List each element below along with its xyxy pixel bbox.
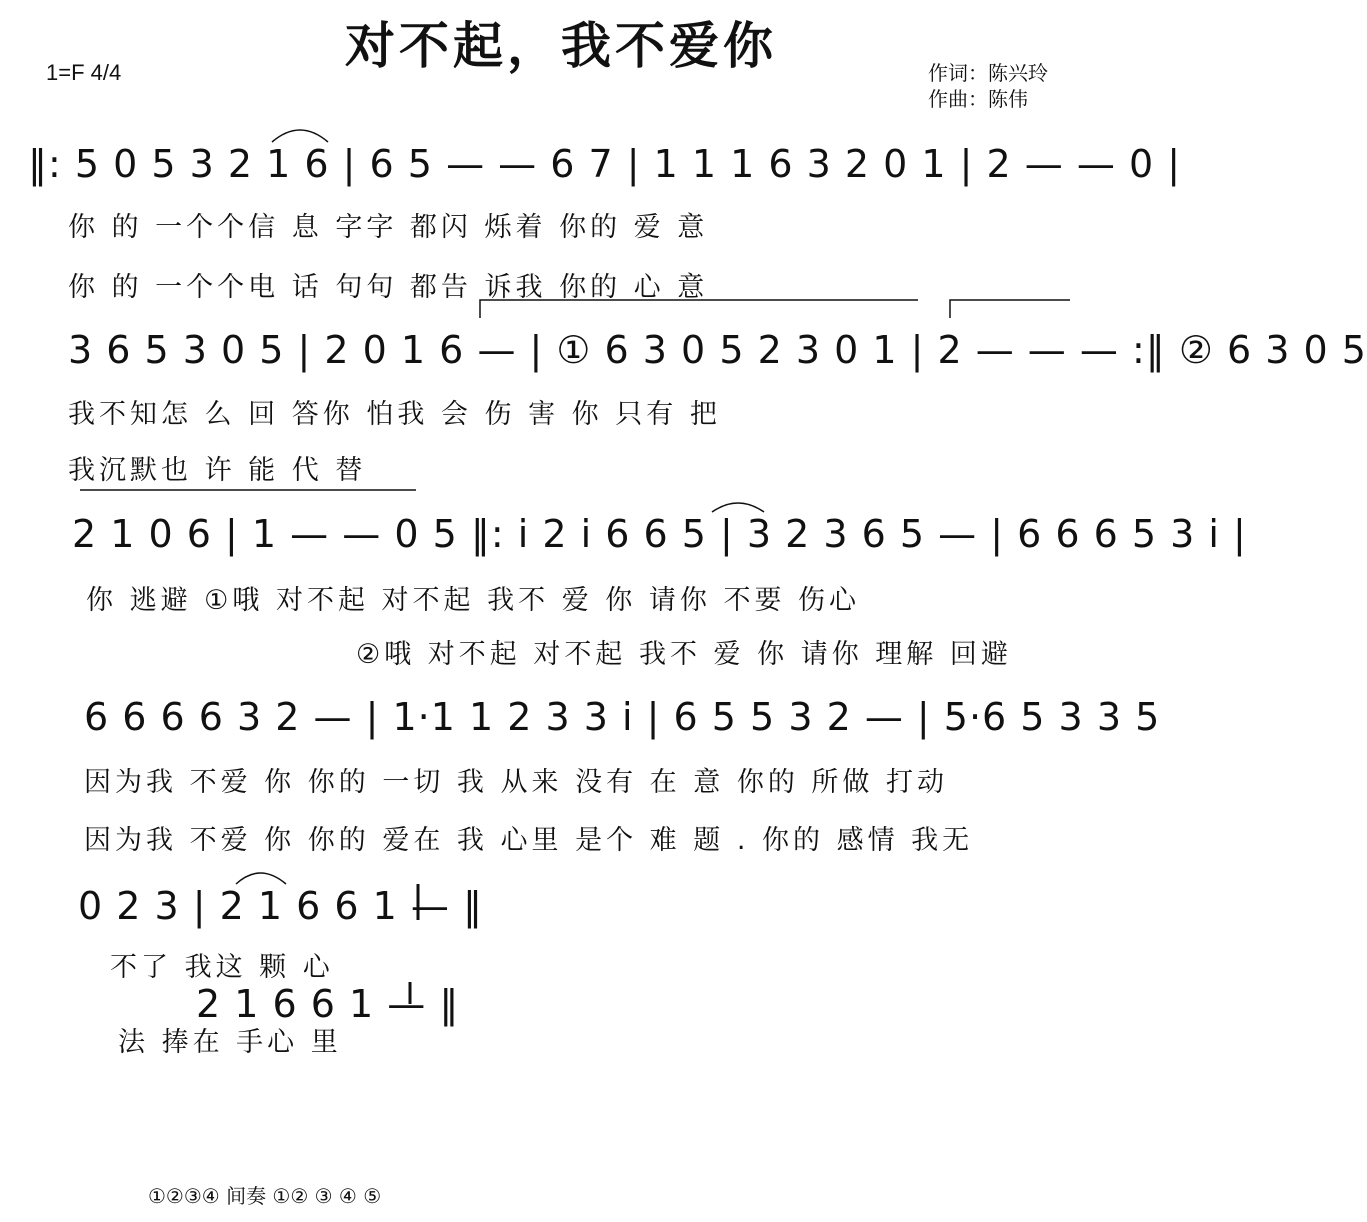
lyric-line-4b: 因为我 不爱 你 你的 爱在 我 心里 是个 难 题 . 你的 感情 我无 bbox=[84, 825, 974, 856]
credits bbox=[928, 60, 1048, 112]
lyric-line-1a: 你 的 一个个信 息 字字 都闪 烁着 你的 爱 意 bbox=[68, 212, 709, 243]
tie-mark-1 bbox=[272, 130, 328, 142]
performance-order-note: ①②③④ 间奏 ①② ③ ④ ⑤ bbox=[148, 1184, 382, 1208]
notation-line-2: 3 6 5 3 0 5 | 2 0 1 6 — | ① 6 3 0 5 2 3 0 1 | 2 — — — :‖ ② 6 3 0 5 bbox=[68, 328, 1367, 372]
lyric-line-1b: 你 的 一个个电 话 句句 都告 诉我 你的 心 意 bbox=[68, 272, 709, 303]
key-signature: 1=F 4/4 bbox=[46, 60, 122, 85]
tie-mark-2 bbox=[712, 503, 764, 512]
notation-line-1: ‖: 5 0 5 3 2 1 6 | 6 5 — — 6 7 | 1 1 1 6 3 2 0 1 | 2 — — 0 | bbox=[28, 142, 1182, 186]
notation-line-5: 0 2 3 | 2 1 6 6 1 — ‖ bbox=[78, 884, 484, 928]
lyric-line-5a: 不了 我这 颗 心 bbox=[110, 952, 334, 983]
notation-line-4: 6 6 6 6 3 2 — | 1·1 1 2 3 3 i | 6 5 5 3 2 — | 5·6 5 3 3 5 bbox=[84, 695, 1161, 739]
lyric-line-2b: 我沉默也 许 能 代 替 bbox=[68, 455, 367, 486]
song-title: 对不起，我不爱你 bbox=[345, 16, 777, 75]
notation-line-3: 2 1 0 6 | 1 — — 0 5 ‖: i 2 i 6 6 5 | 3 2 3 6 5 — | 6 6 6 5 3 i | bbox=[72, 512, 1247, 556]
lyric-line-3a: 你 逃避 ①哦 对不起 对不起 我不 爱 你 请你 不要 伤心 bbox=[86, 585, 861, 616]
second-ending-bracket bbox=[950, 300, 1070, 318]
notation-line-6: 2 1 6 6 1 — ‖ bbox=[196, 982, 460, 1026]
lyric-line-3b: ②哦 对不起 对不起 我不 爱 你 请你 理解 回避 bbox=[356, 639, 1012, 670]
lyricist-credit: 作词：陈兴玲 bbox=[928, 61, 1048, 85]
composer-credit: 作曲：陈伟 bbox=[928, 87, 1028, 111]
tie-mark-3 bbox=[236, 873, 286, 884]
lyric-line-2a: 我不知怎 么 回 答你 怕我 会 伤 害 你 只有 把 bbox=[68, 399, 721, 430]
lyric-line-6a: 法 捧在 手心 里 bbox=[118, 1027, 342, 1058]
lyric-line-4a: 因为我 不爱 你 你的 一切 我 从来 没有 在 意 你的 所做 打动 bbox=[84, 767, 948, 798]
